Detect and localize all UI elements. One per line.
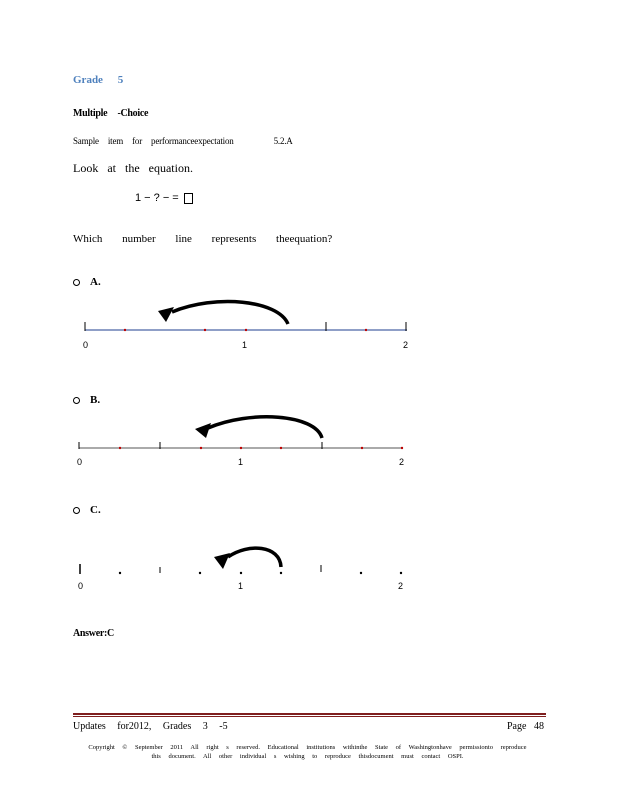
number-line-c-label-0: 0 <box>78 581 84 591</box>
number-line-a-dot <box>365 329 367 331</box>
number-line-c-dot <box>360 572 362 574</box>
number-line-a-dot <box>204 329 206 331</box>
number-line-c <box>0 537 618 597</box>
question-text: Which number line represents theequation? <box>73 233 333 245</box>
number-line-b-dot <box>280 447 282 449</box>
number-line-b-dot <box>119 447 121 449</box>
number-line-c-dot <box>119 572 121 574</box>
footer-rule-thin <box>73 716 546 717</box>
number-line-a-arrow <box>172 302 288 324</box>
answer-text: Answer:C <box>73 628 114 639</box>
number-line-a <box>0 290 618 360</box>
option-b-label: B. <box>90 394 101 406</box>
number-line-b-label-1: 1 <box>238 457 244 467</box>
prompt-text: Look at the equation. <box>73 161 193 175</box>
number-line-b-label-0: 0 <box>77 457 83 467</box>
option-c-label: C. <box>90 504 101 516</box>
performance-expectation: 5.2.A <box>273 136 293 146</box>
number-line-c-dot <box>240 572 242 574</box>
number-line-b-arrow <box>208 417 322 438</box>
number-line-c-dot <box>280 572 282 574</box>
number-line-a-label-1: 1 <box>242 340 248 350</box>
number-line-c-arrowhead <box>214 553 230 569</box>
footer-rule <box>73 713 546 715</box>
number-line-a-label-2: 2 <box>403 340 409 350</box>
number-line-c-label-1: 1 <box>238 581 244 591</box>
copyright-notice: Copyright © September 2011 All right s reserved. Educational institutions withinthe State of Washingtonhave permissionto reproduce this document. All other individual s wishing to reproduce thisdocument must contact OSPI. <box>88 744 527 760</box>
option-b-radio[interactable] <box>73 397 80 404</box>
option-a[interactable] <box>73 276 101 288</box>
number-line-b-arrowhead <box>195 423 211 438</box>
number-line-c-dot <box>400 572 402 574</box>
footer-updates: Updates for2012, Grades 3 -5 <box>73 721 228 732</box>
option-c-radio[interactable] <box>73 507 80 514</box>
option-a-label: A. <box>90 276 101 288</box>
option-b[interactable] <box>73 394 100 406</box>
number-line-b <box>0 408 618 478</box>
number-line-b-dot <box>361 447 363 449</box>
number-line-a-label-0: 0 <box>83 340 89 350</box>
footer-page-number: Page 48 <box>507 721 544 732</box>
number-line-a-dot <box>124 329 126 331</box>
number-line-b-dot <box>200 447 202 449</box>
number-line-b-label-2: 2 <box>399 457 405 467</box>
sample-item-label: Sample item for performanceexpectation <box>73 136 234 146</box>
number-line-a-arrowhead <box>158 307 174 322</box>
option-c[interactable] <box>73 504 101 516</box>
sample-item-line <box>73 136 293 146</box>
number-line-b-dot <box>240 447 242 449</box>
number-line-a-dot <box>245 329 247 331</box>
grade-heading: Grade 5 <box>73 74 124 86</box>
item-type: Multiple -Choice <box>73 108 149 119</box>
number-line-b-dot <box>401 447 403 449</box>
equation <box>135 192 193 204</box>
number-line-c-arrow <box>228 548 281 567</box>
number-line-c-dot <box>199 572 201 574</box>
number-line-c-label-2: 2 <box>398 581 404 591</box>
answer-box <box>184 193 193 204</box>
option-a-radio[interactable] <box>73 279 80 286</box>
equation-text: 1 − ? − = <box>135 192 179 204</box>
